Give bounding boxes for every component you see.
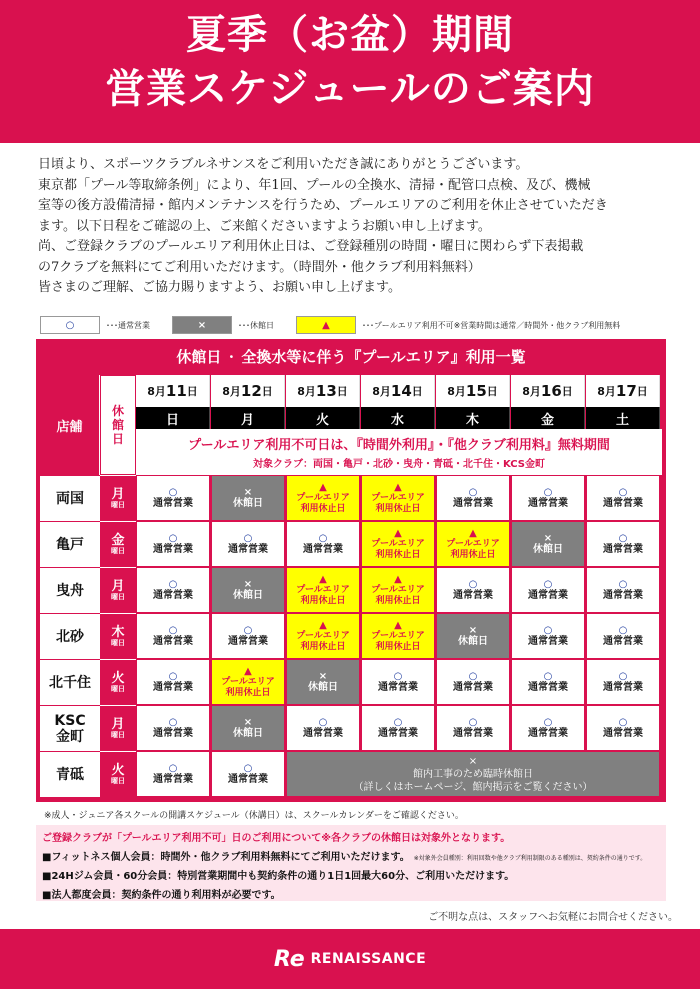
schedule-cell-closed: × 休館日	[211, 567, 285, 613]
store-closed-weekday: 金 曜日	[100, 521, 136, 567]
legend-closed-label: ･･･休館日	[238, 320, 274, 330]
schedule-cell-open: ○ 通常営業	[586, 567, 660, 613]
intro-line: 室等の後方設備清掃・館内メンテナンスを行うため、プールエリアのご利用を休止させていただき	[38, 198, 608, 213]
usage-notes	[36, 825, 666, 901]
schedule-cell-open: ○ 通常営業	[211, 521, 285, 567]
date-header-16: 8月 16 日	[511, 375, 585, 407]
schedule-cell-open: ○ 通常営業	[286, 705, 360, 751]
usage-notes-header: ご登録クラブが「プールエリア利用不可」日のご利用について※各クラブの休館日は対象外となります。	[42, 833, 511, 844]
schedule-cell-open: ○ 通常営業	[511, 613, 585, 659]
date-header-15: 8月 15 日	[436, 375, 510, 407]
schedule-cell-closed: × 休館日	[211, 705, 285, 751]
date-header-14: 8月 14 日	[361, 375, 435, 407]
legend-open-swatch: ○	[40, 316, 100, 334]
usage-note-fitness-small: ※対象外会員種別：利用回数や他クラブ利用制限のある種別は、契約条件の通りです。	[413, 855, 647, 862]
weekday-header-11: 日	[136, 407, 210, 429]
pool-notice-line2: 対象クラブ：両国・亀戸・北砂・曳舟・青砥・北千住・KCS金町	[252, 459, 546, 470]
schedule-cell-open: ○ 通常営業	[136, 613, 210, 659]
schedule-cell-open: ○ 通常営業	[211, 613, 285, 659]
schedule-cell-open: ○ 通常営業	[586, 659, 660, 705]
schedule-cell-closed: × 休館日	[286, 659, 360, 705]
store-name: 曳舟	[40, 567, 100, 613]
schedule-cell-closed: × 休館日	[511, 521, 585, 567]
schedule-table	[36, 339, 666, 802]
weekday-header-15: 木	[436, 407, 510, 429]
schedule-cell-open: ○ 通常営業	[136, 705, 210, 751]
schedule-cell-pool: ▲ プールエリア 利用休止日	[286, 613, 360, 659]
schedule-cell-pool: ▲ プールエリア 利用休止日	[361, 475, 435, 521]
store-name: KSC 金町	[40, 705, 100, 751]
legend-open-label: ･･･通常営業	[106, 320, 150, 330]
page-title-line2: 営業スケジュールのご案内	[105, 66, 595, 112]
footer-banner	[0, 929, 700, 989]
schedule-cell-open: ○ 通常営業	[286, 521, 360, 567]
schedule-cell-open: ○ 通常営業	[136, 475, 210, 521]
schedule-cell-open: ○ 通常営業	[511, 475, 585, 521]
store-name: 青砥	[40, 751, 100, 797]
closed-day-header-text: 休 館 日	[111, 404, 124, 446]
legend-pool-label: ･･･プールエリア利用不可※営業時間は通常／時間外・他クラブ利用無料	[362, 320, 621, 330]
renaissance-logo-icon: Re	[273, 946, 305, 972]
intro-line: 東京都「プール等取締条例」により、年1回、プールの全換水、清掃・配管口点検、及び、機械	[38, 177, 591, 193]
schedule-cell-open: ○ 通常営業	[361, 659, 435, 705]
store-closed-weekday: 木 曜日	[100, 613, 136, 659]
schedule-cell-open: ○ 通常営業	[136, 659, 210, 705]
schedule-cell-open: ○ 通常営業	[361, 705, 435, 751]
schedule-cell-pool: ▲ プールエリア 利用休止日	[286, 567, 360, 613]
schedule-cell-open: ○ 通常営業	[211, 751, 285, 797]
schedule-cell-open: ○ 通常営業	[136, 567, 210, 613]
weekday-header-13: 火	[286, 407, 360, 429]
schedule-cell-pool: ▲ プールエリア 利用休止日	[436, 521, 510, 567]
schedule-cell-pool: ▲ プールエリア 利用休止日	[361, 613, 435, 659]
date-header-13: 8月 13 日	[286, 375, 360, 407]
schedule-cell-open: ○ 通常営業	[436, 705, 510, 751]
table-title-b: 全換水等に伴う『プールエリア』利用一覧	[241, 347, 526, 366]
intro-line: ます。以下日程をご確認の上、ご来館くださいますようお願い申し上げます。	[38, 218, 491, 234]
weekday-header-12: 月	[211, 407, 285, 429]
table-title-a: 休館日	[176, 347, 222, 366]
schedule-cell-closed: × 休館日	[436, 613, 510, 659]
schedule-cell-pool: ▲ プールエリア 利用休止日	[211, 659, 285, 705]
table-title	[36, 339, 666, 373]
schedule-cell-open: ○ 通常営業	[436, 475, 510, 521]
date-header-11: 8月 11 日	[136, 375, 210, 407]
schedule-cell-open: ○ 通常営業	[136, 751, 210, 797]
pool-notice-line1: プールエリア利用不可日は、『時間外利用』・『他クラブ利用料』無料期間	[188, 438, 610, 453]
schedule-cell-pool: ▲ プールエリア 利用休止日	[361, 521, 435, 567]
schedule-cell-open: ○ 通常営業	[511, 567, 585, 613]
store-closed-weekday: 月 曜日	[100, 567, 136, 613]
schedule-cell-open: ○ 通常営業	[436, 659, 510, 705]
store-column-header: 店舗	[40, 375, 100, 475]
store-closed-weekday: 月 曜日	[100, 705, 136, 751]
store-closed-weekday: 月 曜日	[100, 475, 136, 521]
intro-line: の7クラブを無料にてご利用いただけます。（時間外・他クラブ利用料無料）	[38, 259, 481, 275]
intro-line: 日頃より、スポーツクラブルネサンスをご利用いただき誠にありがとうございます。	[38, 157, 529, 172]
schedule-cell-closed: × 休館日	[211, 475, 285, 521]
date-header-12: 8月 12 日	[211, 375, 285, 407]
schedule-cell-open: ○ 通常営業	[586, 521, 660, 567]
page-title-line1: 夏季（お盆）期間	[186, 12, 514, 58]
weekday-header-17: 土	[586, 407, 660, 429]
schedule-cell-open: ○ 通常営業	[436, 567, 510, 613]
schedule-cell-pool: ▲ プールエリア 利用休止日	[286, 475, 360, 521]
usage-note-fitness	[42, 848, 660, 863]
weekday-header-16: 金	[511, 407, 585, 429]
intro-text	[38, 155, 668, 299]
store-name: 北砂	[40, 613, 100, 659]
temporary-closure-cell: × 館内工事のため臨時休館日 （詳しくはホームページ、館内掲示をご覧ください）	[286, 751, 660, 797]
store-closed-weekday: 火 曜日	[100, 751, 136, 797]
contact-note: ご不明な点は、スタッフへお気軽にお問合せください。	[428, 912, 678, 923]
schedule-cell-open: ○ 通常営業	[586, 613, 660, 659]
schedule-cell-open: ○ 通常営業	[586, 475, 660, 521]
schedule-cell-open: ○ 通常営業	[136, 521, 210, 567]
usage-note-24h: ■24Hジム会員・60分会員：特別営業期間中も契約条件の通り1日1回最大60分、ご利用いただけます。	[42, 871, 515, 882]
closed-day-column-header	[100, 375, 136, 475]
usage-note-corporate: ■法人都度会員：契約条件の通り利用料が必要です。	[42, 890, 281, 901]
schedule-cell-open: ○ 通常営業	[511, 705, 585, 751]
header-banner	[0, 0, 700, 143]
store-name: 亀戸	[40, 521, 100, 567]
legend-closed-swatch: ×	[172, 316, 232, 334]
intro-line: 皆さまのご理解、ご協力賜りますよう、お願い申し上げます。	[38, 280, 401, 295]
legend	[40, 315, 660, 335]
schedule-cell-pool: ▲ プールエリア 利用休止日	[361, 567, 435, 613]
store-name: 北千住	[40, 659, 100, 705]
usage-note-fitness-text: ■フィットネス個人会員：時間外・他クラブ利用料無料にてご利用いただけます。	[42, 852, 410, 863]
legend-pool-swatch: ▲	[296, 316, 356, 334]
store-name: 両国	[40, 475, 100, 521]
schedule-cell-open: ○ 通常営業	[511, 659, 585, 705]
store-closed-weekday: 火 曜日	[100, 659, 136, 705]
table-title-sep: ・	[225, 349, 238, 364]
date-header-17: 8月 17 日	[586, 375, 660, 407]
school-footnote: ※成人・ジュニア各スクールの開講スケジュール（休講日）は、スクールカレンダーをご確認ください。	[44, 811, 464, 821]
schedule-cell-open: ○ 通常営業	[586, 705, 660, 751]
weekday-header-14: 水	[361, 407, 435, 429]
brand-name: RENAISSANCE	[310, 951, 427, 967]
intro-line: 尚、ご登録クラブのプールエリア利用休止日は、ご登録種別の時間・曜日に関わらず下表掲載	[38, 239, 584, 254]
pool-notice	[136, 429, 662, 475]
